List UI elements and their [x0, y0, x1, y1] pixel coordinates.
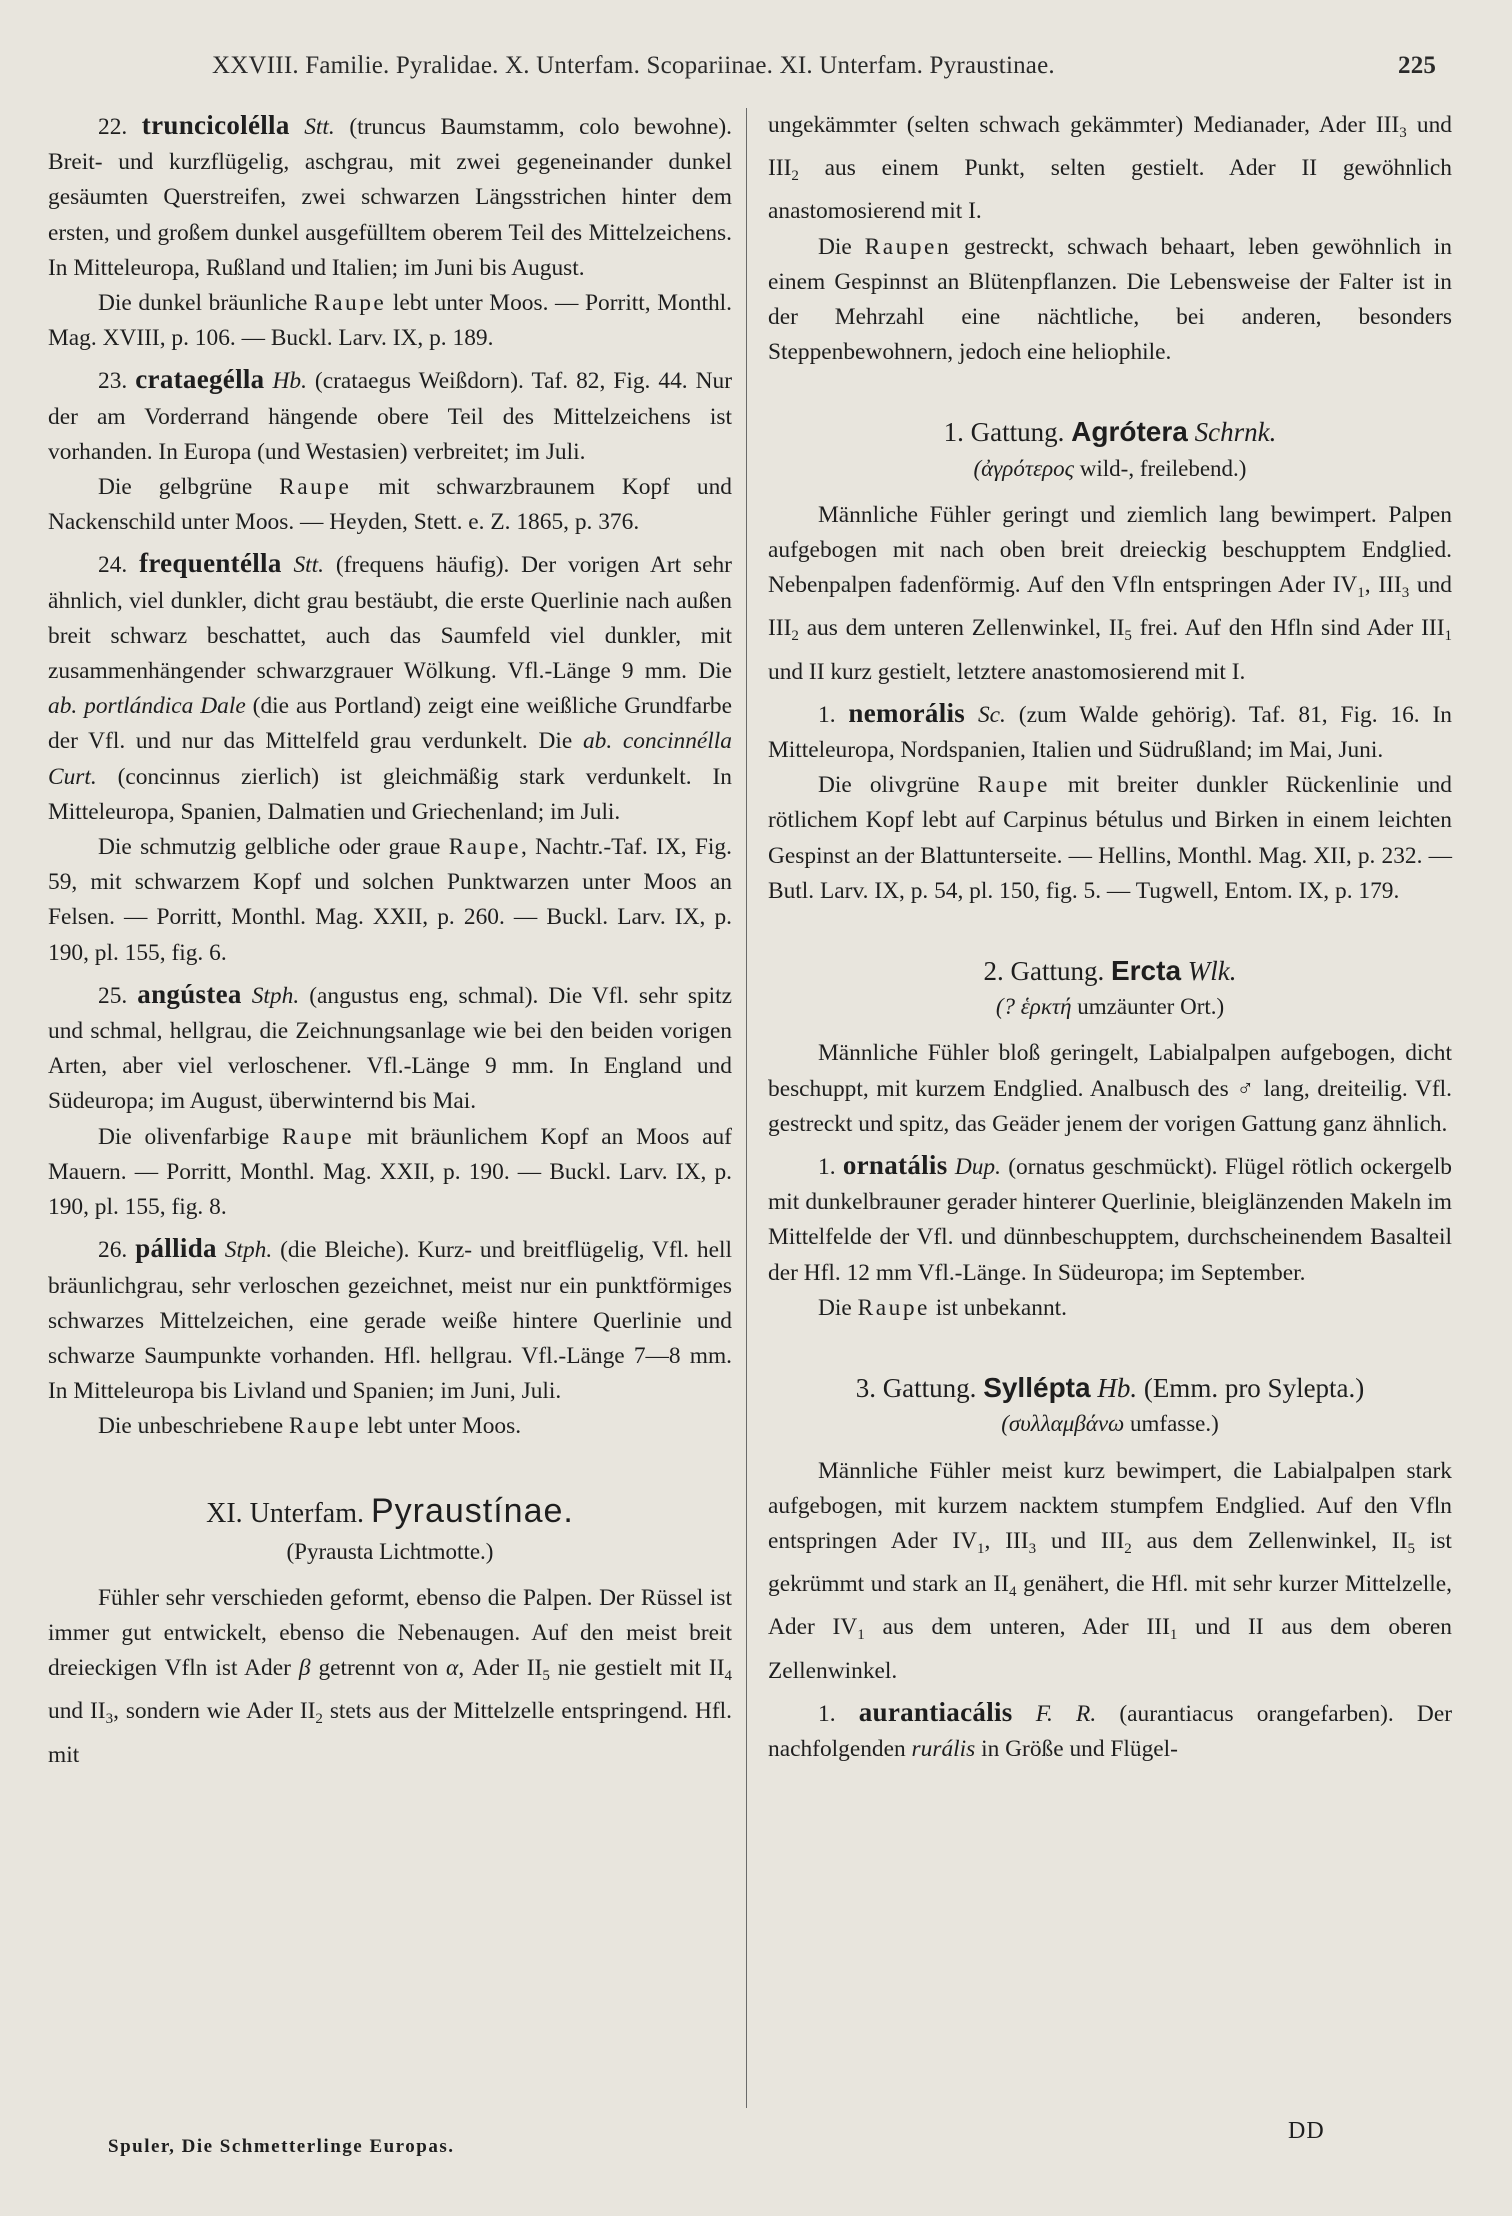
- species-author: Sc.: [977, 701, 1006, 728]
- larva-note-25: Die olivenfarbige Raupe mit bräunlichem Kopf an Moos auf Mauern. — Porritt, Monthl. Mag. XXII, p. 190. — Buckl. Larv. IX, p. 190, pl. 155, fig. 8.: [48, 1123, 732, 1221]
- species-author: Hb.: [272, 368, 307, 395]
- genus-heading-1: 1. Gattung. Agrótera Schrnk.: [943, 416, 1277, 448]
- column-divider: [746, 108, 747, 2108]
- larva-note-23: Die gelbgrüne Raupe mit schwarzbraunem Kopf und Nackenschild unter Moos. — Heyden, Stett. e. Z. 1865, p. 376.: [48, 474, 732, 536]
- subfamily-etymology: (Pyrausta Lichtmotte.): [286, 1538, 494, 1564]
- larva-note-agrotera-1: Die olivgrüne Raupe mit breiter dunkler Rückenlinie und rötlichem Kopf lebt auf Carpinus bétulus und Birken in einem leichten Gespinst an der Blattunterseite. — Hellins, Monthl. Mag. XII, p. 232. — Butl. Larv. IX, p. 54, pl. 150, fig. 5. — Tugwell, Entom. IX, p. 179.: [768, 772, 1452, 904]
- genus-heading-2: 2. Gattung. Ercta Wlk.: [983, 955, 1237, 987]
- species-entry-agrotera-1: 1. nemorális Sc. (zum Walde gehörig). Taf. 81, Fig. 16. In Mitteleuropa, Nordspanien, Italien und Südrußland; im Mai, Juni.: [768, 697, 1452, 764]
- subfamily-heading: XI. Unterfam. Pyraustínae.: [206, 1491, 574, 1530]
- left-column: [48, 108, 732, 1773]
- larva-note-24: Die schmutzig gelbliche oder graue Raupe, Nachtr.-Taf. IX, Fig. 59, mit schwarzem Kopf und solchen Punktwarzen unter Moos an Felsen. — Porritt, Monthl. Mag. XXII, p. 260. — Buckl. Larv. IX, p. 190, pl. 155, fig. 6.: [48, 834, 732, 966]
- species-name: nemorális: [848, 697, 966, 728]
- species-entry-26: 26. pállida Stph. (die Bleiche). Kurz- und breitflügelig, Vfl. hell bräunlichgrau, sehr verloschen gezeichnet, meist nur ein punktförmiges schwarzes Mittelzeichen, eine gerade weiße hintere Querlinie und schwarze Saumpunkte vorhanden. Hfl. hellgrau. Vfl.-Länge 7—8 mm. In Mitteleuropa bis Livland und Spanien; im Juni, Juli.: [48, 1233, 732, 1405]
- larva-note-ercta-1: Die Raupe ist unbekannt.: [818, 1294, 1067, 1321]
- species-entry-25: 25. angústea Stph. (angustus eng, schmal). Die Vfl. sehr spitz und schmal, hellgrau, die Zeichnungsanlage wie bei den beiden vorigen Arten, aber viel verloschener. Vfl.-Länge 9 mm. In England und Südeuropa; im August, überwinternd bis Mai.: [48, 978, 733, 1115]
- genus-etymology-1: (ἀγρότερος wild-, freilebend.): [973, 455, 1247, 481]
- subfamily-description: Fühler sehr verschieden geformt, ebenso die Palpen. Der Rüssel ist immer gut entwickelt, ebenso die Nebenaugen. Auf den meist breit dreieckigen Vfln ist Ader β getrennt von α, Ader $II_5$ nie gestielt mit $II_4$ und $II_3$, sondern wie Ader $II_2$ stets aus der Mittelzelle entspringend. Hfl. mit: [48, 1584, 732, 1768]
- species-entry-23: 23. crataegélla Hb. (crataegus Weißdorn). Taf. 82, Fig. 44. Nur der am Vorderrand hängende obere Teil des Mittelzeichens ist vorhanden. In Europa (und Westasien) verbreitet; im Juli.: [48, 364, 732, 465]
- species-author: Stt.: [304, 114, 335, 140]
- larva-note-22: Die dunkel bräunliche Raupe lebt unter Moos. — Porritt, Monthl. Mag. XVIII, p. 106. — Buckl. Larv. IX, p. 189.: [48, 290, 733, 352]
- genus-heading-3: 3. Gattung. Syllépta Hb. (Emm. pro Sylepta.): [855, 1372, 1365, 1404]
- species-name: truncicolélla: [141, 110, 290, 140]
- genus-etymology-3: (συλλαμβάνω umfasse.): [1001, 1411, 1219, 1437]
- species-entry-22: 22. truncicolélla Stt. (truncus Baumstamm, colo bewohne). Breit- und kurzflügelig, aschgrau, mit zwei gegeneinander dunkel gesäumten Querstreifen, zwei schwarzen Längsstrichen hinter dem ersten, und großem dunkel ausgefülltem oberem Teil des Mittelzeichens. In Mitteleuropa, Rußland und Italien; im Juni bis August.: [48, 110, 732, 281]
- species-entry-ercta-1: 1. ornatális Dup. (ornatus geschmückt). Flügel rötlich ockergelb mit dunkelbrauner gerader hinterer Querlinie, bleiglänzenden Makeln im Mittelfelde der Vfl. und dünnbeschupptem, durchscheinendem Basalteil der Hfl. 12 mm Vfl.-Länge. In Südeuropa; im September.: [768, 1150, 1452, 1286]
- genus-description-1: Männliche Fühler geringt und ziemlich lang bewimpert. Palpen aufgebogen mit nach oben breit dreieckig beschupptem Endglied. Nebenpalpen fadenförmig. Auf den Vfln entspringen Ader $IV_1$, $III_3$ und $III_2$ aus dem unteren Zellenwinkel, $II_5$ frei. Auf den Hfln sind Ader $III_1$ und II kurz gestielt, letztere anastomosierend mit I.: [768, 501, 1453, 685]
- species-name: angústea: [137, 978, 242, 1009]
- species-author: Dup.: [954, 1154, 1001, 1181]
- species-name: pállida: [135, 1233, 217, 1264]
- larva-note-26: Die unbeschriebene Raupe lebt unter Moos.: [98, 1413, 522, 1440]
- species-entry-24: 24. frequentélla Stt. (frequens häufig). Der vorigen Art sehr ähnlich, viel dunkler, dicht grau bestäubt, die erste Querlinie nach außen breit schwarz beschattet, auch das Saumfeld viel dunkler, mit zusammenhängender schwarzgrauer Wölkung. Vfl.-Länge 9 mm. Die ab. portlándica Dale (die aus Portland) zeigt eine weißliche Grundfarbe der Vfl. und nur das Mittelfeld grau verdunkelt. Die ab. concinnélla Curt. (concinnus zierlich) ist gleichmäßig stark verdunkelt. In Mitteleuropa, Spanien, Dalmatien und Griechenland; im Juli.: [48, 548, 732, 825]
- genus-etymology-2: (? ἑρκτή umzäunter Ort.): [995, 994, 1225, 1020]
- running-head-text: XXVIII. Familie. Pyralidae. X. Unterfam. Scopariinae. XI. Unterfam. Pyraustinae.: [212, 52, 1055, 79]
- species-name: crataegélla: [135, 364, 265, 395]
- larvae-general: Die Raupen gestreckt, schwach behaart, leben gewöhnlich in einem Gespinnst an Blütenpflanzen. Die Lebensweise der Falter ist in der Mehrzahl eine nächtliche, bei anderen, besonders Steppenbewohnern, jedoch eine heliophile.: [768, 233, 1452, 366]
- genus-description-3: Männliche Fühler meist kurz bewimpert, die Labialpalpen stark aufgebogen, mit kurzem nacktem stumpfem Endglied. Auf den Vfln entspringen Ader $IV_1$, $III_3$ und $III_2$ aus dem Zellenwinkel, $II_5$ ist gekrümmt und stark an $II_4$ genähert, die Hfl. mit sehr kurzer Mittelzelle, Ader $IV_1$ aus dem unteren, Ader $III_1$ und II aus dem oberen Zellenwinkel.: [768, 1457, 1452, 1684]
- species-entry-syllepta-1: 1. aurantiacális F. R. (aurantiacus orangefarben). Der nachfolgenden rurális in Größe und Flügel-: [768, 1696, 1452, 1762]
- male-symbol-icon: ♂: [1236, 1075, 1256, 1102]
- species-author: F. R.: [1035, 1700, 1097, 1727]
- subfamily-description-continued: ungekämmter (selten schwach gekämmter) Medianader, Ader $III_3$ und $III_2$ aus einem Punkt, selten gestielt. Ader II gewöhnlich anastomosierend mit I.: [768, 112, 1452, 225]
- species-author: Stt.: [293, 552, 325, 579]
- aberration-name: ab. portlándica Dale: [48, 693, 246, 720]
- genus-description-2: Männliche Fühler bloß geringelt, Labialpalpen aufgebogen, dicht beschuppt, mit kurzem Endglied. Analbusch des ♂ lang, dreiteilig. Vfl. gestreckt und spitz, das Geäder jenem der vorigen Gattung ganz ähnlich.: [768, 1040, 1452, 1137]
- species-author: Stph.: [251, 982, 300, 1009]
- right-column: [768, 108, 1452, 1767]
- species-author: Stph.: [224, 1237, 273, 1264]
- footer-signature-mark: DD: [1288, 2118, 1325, 2144]
- species-name: aurantiacális: [858, 1696, 1013, 1727]
- species-name: ornatális: [842, 1150, 948, 1181]
- footer-book-title: Spuler, Die Schmetterlinge Europas.: [108, 2136, 455, 2157]
- aberration-name: ab. concinnélla Curt.: [48, 728, 732, 790]
- species-name: frequentélla: [139, 548, 282, 579]
- page-number: 225: [1398, 52, 1437, 79]
